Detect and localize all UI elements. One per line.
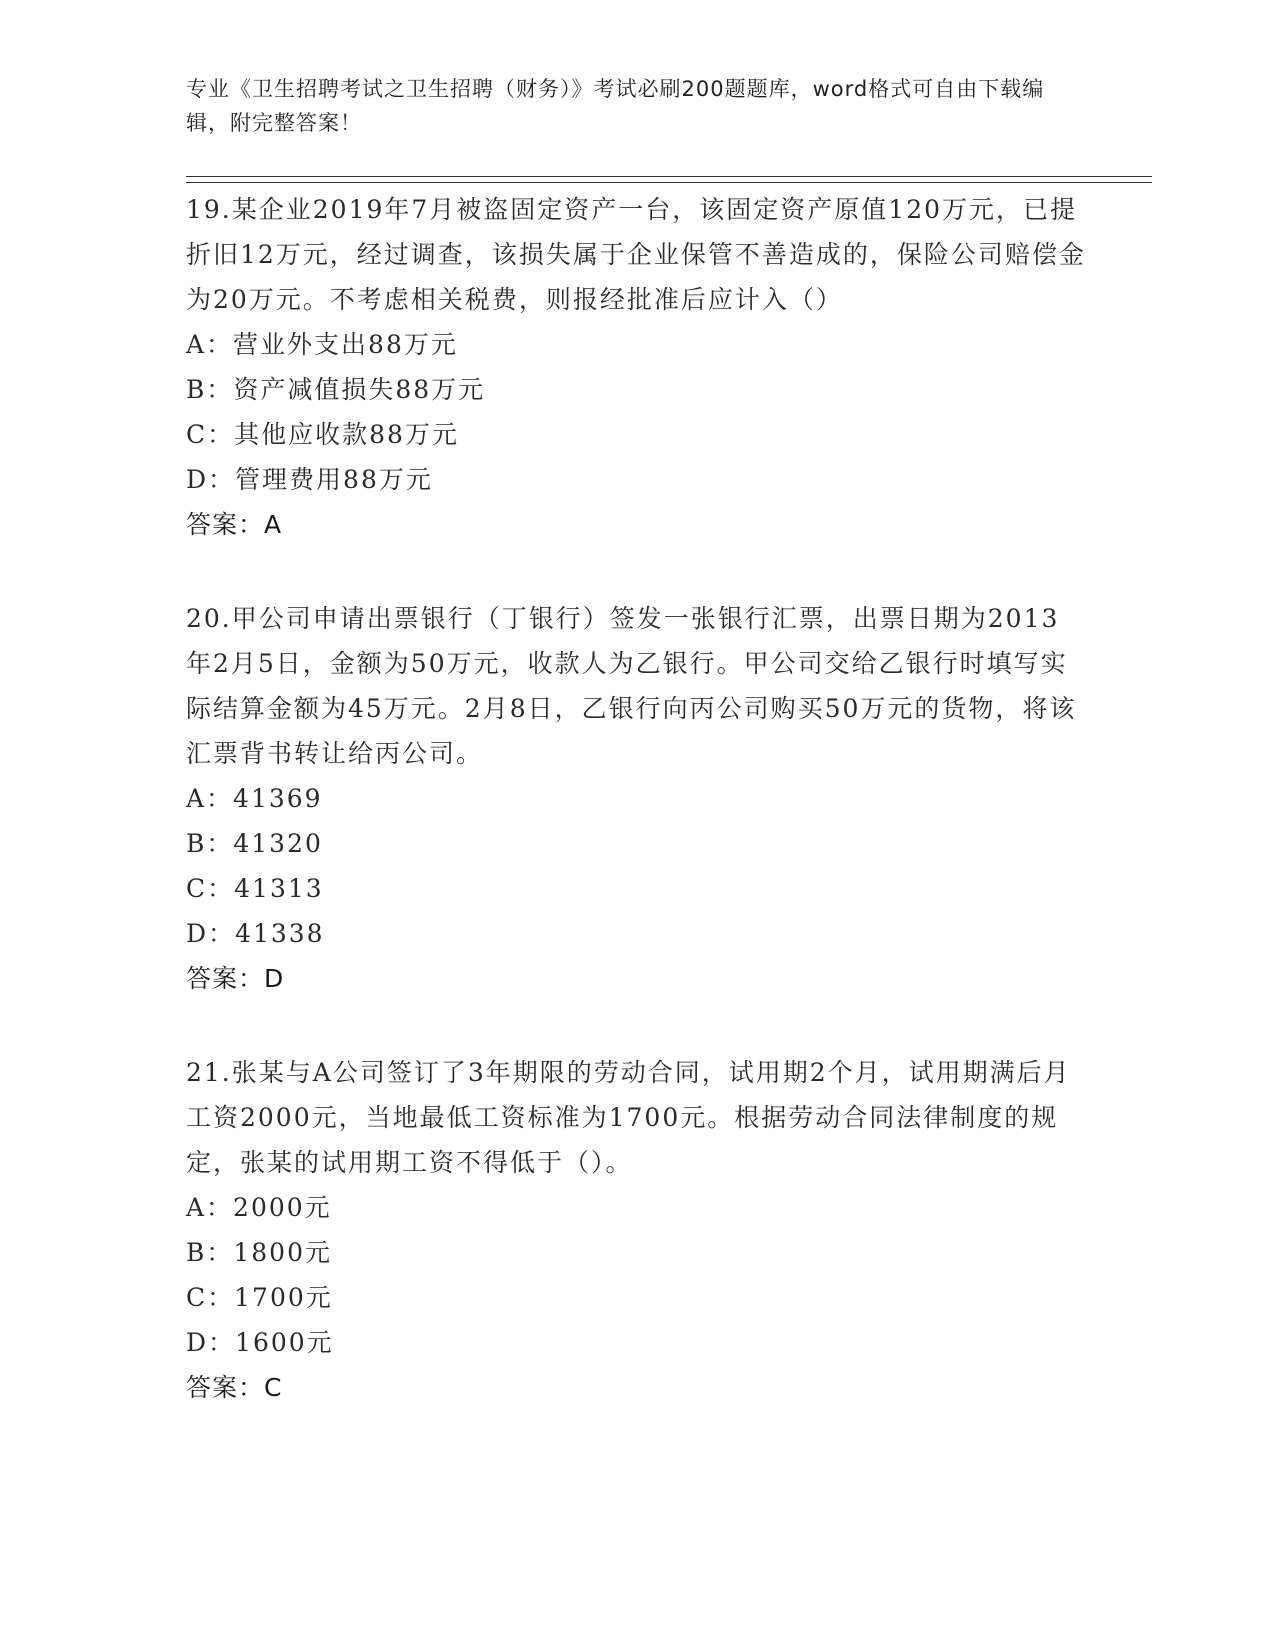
option-c: C：1700元: [186, 1283, 333, 1312]
question-21: [186, 1050, 1086, 1410]
question-stem: 21.张某与A公司签订了3年期限的劳动合同，试用期2个月，试用期满后月工资2000元，当地最低工资标准为1700元。根据劳动合同法律制度的规定，张某的试用期工资不得低于（）。: [186, 1058, 1071, 1177]
header-rule-bottom: [186, 182, 1152, 183]
option-a: A：2000元: [186, 1193, 332, 1222]
option-c: C：其他应收款88万元: [186, 420, 459, 449]
option-b: B：资产减值损失88万元: [186, 375, 486, 404]
option-c: C：41313: [186, 874, 324, 903]
document-header: 专业《卫生招聘考试之卫生招聘（财务）》考试必刷200题题库，word格式可自由下载编辑，附完整答案！: [186, 77, 1045, 135]
header-rule-top: [186, 176, 1152, 177]
question-19: [186, 187, 1086, 547]
option-b: B：41320: [186, 829, 323, 858]
option-b: B：1800元: [186, 1238, 332, 1267]
option-d: D：41338: [186, 919, 325, 948]
option-d: D：管理费用88万元: [186, 465, 433, 494]
question-stem: 20.甲公司申请出票银行（丁银行）签发一张银行汇票，出票日期为2013年2月5日，金额为50万元，收款人为乙银行。甲公司交给乙银行时填写实际结算金额为45万元。2月8日，乙银行向丙公司购买50万元的货物，将该汇票背书转让给丙公司。: [186, 604, 1077, 768]
option-d: D：1600元: [186, 1328, 334, 1357]
option-a: A：营业外支出88万元: [186, 330, 458, 359]
question-stem: 19.某企业2019年7月被盗固定资产一台，该固定资产原值120万元，已提折旧12万元，经过调查，该损失属于企业保管不善造成的，保险公司赔偿金为20万元。不考虑相关税费，则报经批准后应计入（）: [186, 195, 1086, 314]
answer-line: 答案：A: [186, 510, 283, 539]
answer-line: 答案：C: [186, 1373, 283, 1402]
option-a: A：41369: [186, 784, 323, 813]
answer-line: 答案：D: [186, 964, 285, 993]
question-20: [186, 596, 1086, 1001]
